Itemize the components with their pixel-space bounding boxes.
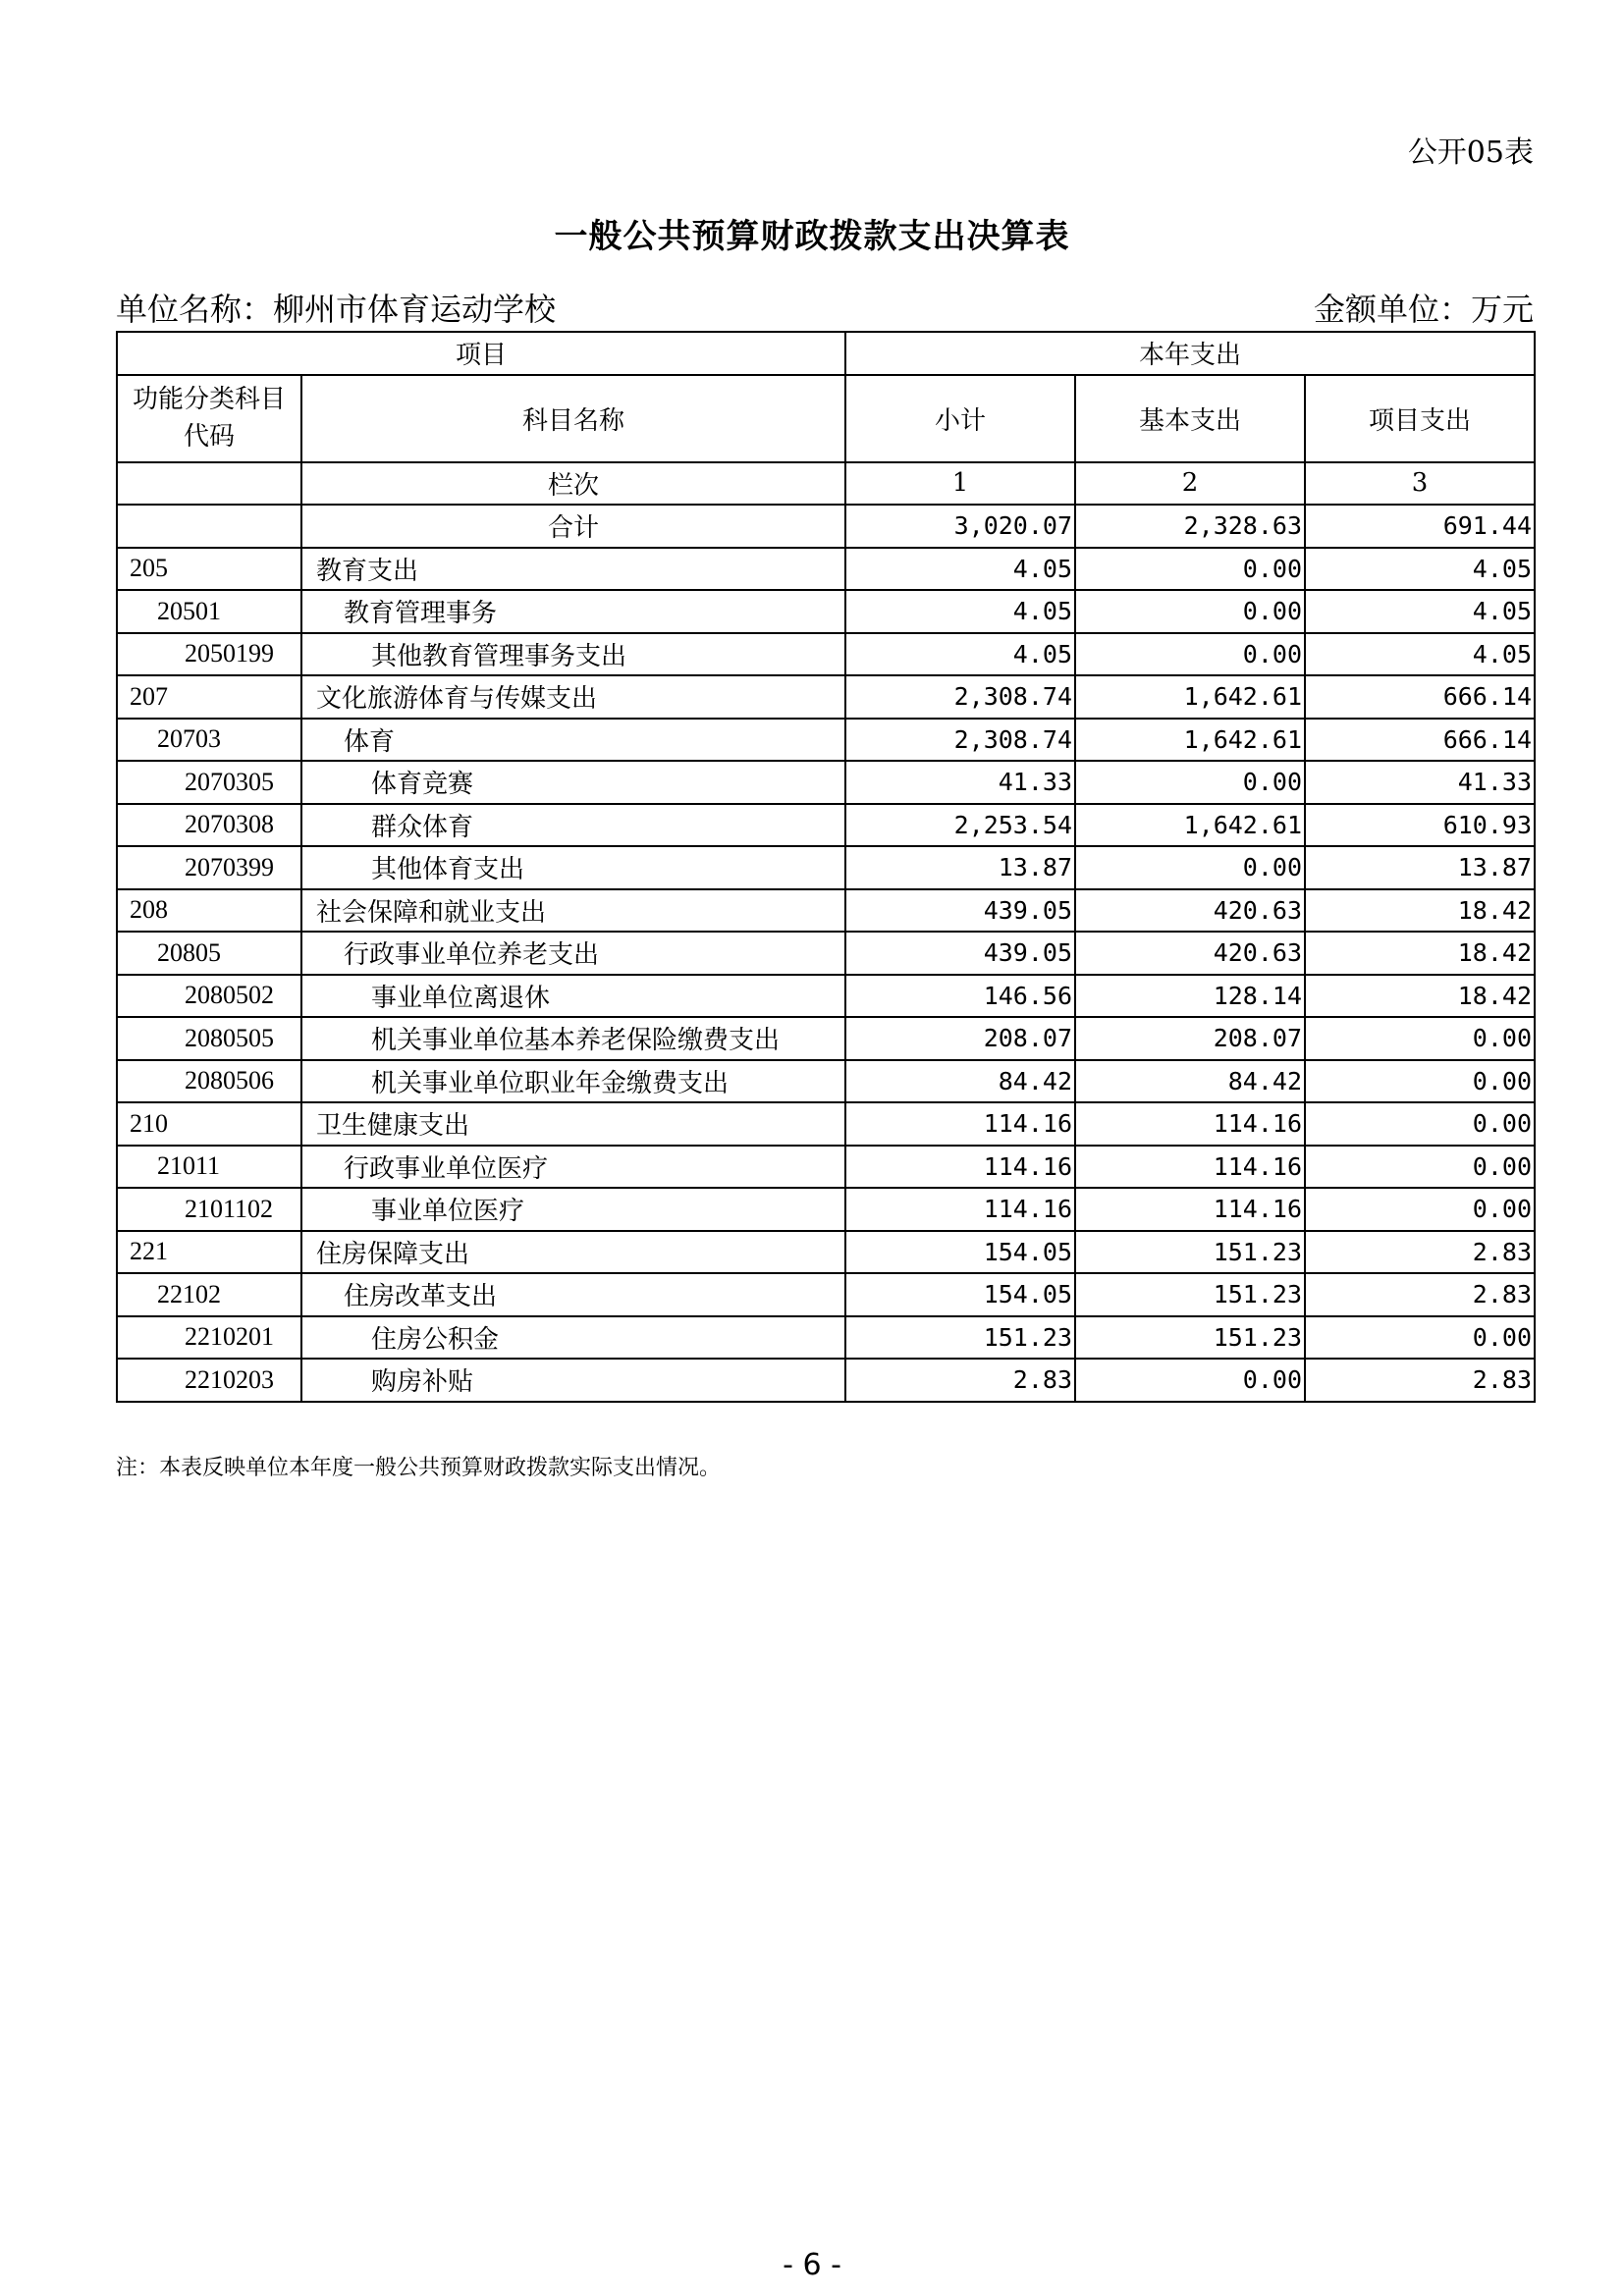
row-code: 2210203 xyxy=(117,1359,301,1402)
row-subtotal: 2,253.54 xyxy=(845,804,1075,847)
table-row xyxy=(117,1060,1535,1103)
row-code: 2080505 xyxy=(117,1017,301,1060)
row-project: 4.05 xyxy=(1305,590,1535,633)
row-subtotal: 84.42 xyxy=(845,1060,1075,1103)
row-basic: 0.00 xyxy=(1075,1359,1305,1402)
row-subject-name: 事业单位医疗 xyxy=(301,1188,845,1231)
total-blank xyxy=(117,505,301,548)
row-code: 2080502 xyxy=(117,975,301,1018)
row-subject-name: 文化旅游体育与传媒支出 xyxy=(301,675,845,719)
row-basic: 1,642.61 xyxy=(1075,719,1305,762)
row-basic: 151.23 xyxy=(1075,1273,1305,1316)
row-subtotal: 154.05 xyxy=(845,1273,1075,1316)
row-basic: 114.16 xyxy=(1075,1188,1305,1231)
table-row xyxy=(117,548,1535,591)
table-row xyxy=(117,633,1535,676)
row-code: 2070305 xyxy=(117,761,301,804)
row-basic: 151.23 xyxy=(1075,1316,1305,1360)
header-row-seq xyxy=(117,462,1535,506)
row-subject-name: 行政事业单位养老支出 xyxy=(301,932,845,975)
row-subject-name: 行政事业单位医疗 xyxy=(301,1146,845,1189)
total-subtotal: 3,020.07 xyxy=(845,505,1075,548)
row-code: 20501 xyxy=(117,590,301,633)
page-number: - 6 - xyxy=(783,2248,841,2282)
header-subtotal: 小计 xyxy=(845,375,1075,462)
row-basic: 114.16 xyxy=(1075,1102,1305,1146)
table-row xyxy=(117,1359,1535,1402)
header-func-code xyxy=(117,375,301,462)
header-project: 项目 xyxy=(117,332,845,375)
header-col1: 1 xyxy=(845,462,1075,506)
row-subject-name: 机关事业单位基本养老保险缴费支出 xyxy=(301,1017,845,1060)
table-row xyxy=(117,889,1535,933)
row-basic: 128.14 xyxy=(1075,975,1305,1018)
row-project: 2.83 xyxy=(1305,1231,1535,1274)
row-project: 18.42 xyxy=(1305,889,1535,933)
row-subtotal: 4.05 xyxy=(845,633,1075,676)
row-subtotal: 146.56 xyxy=(845,975,1075,1018)
table-row xyxy=(117,1316,1535,1360)
row-subject-name: 教育支出 xyxy=(301,548,845,591)
table-row xyxy=(117,1146,1535,1189)
row-basic: 0.00 xyxy=(1075,633,1305,676)
header-basic-expense: 基本支出 xyxy=(1075,375,1305,462)
table-row xyxy=(117,1017,1535,1060)
total-row xyxy=(117,505,1535,548)
row-project: 13.87 xyxy=(1305,846,1535,889)
row-subtotal: 2,308.74 xyxy=(845,719,1075,762)
row-subject-name: 体育 xyxy=(301,719,845,762)
row-subject-name: 事业单位离退休 xyxy=(301,975,845,1018)
header-subject-name: 科目名称 xyxy=(301,375,845,462)
row-subject-name: 其他教育管理事务支出 xyxy=(301,633,845,676)
table-row xyxy=(117,675,1535,719)
total-basic: 2,328.63 xyxy=(1075,505,1305,548)
row-code: 208 xyxy=(117,889,301,933)
row-basic: 420.63 xyxy=(1075,932,1305,975)
header-project-expense: 项目支出 xyxy=(1305,375,1535,462)
row-project: 0.00 xyxy=(1305,1017,1535,1060)
row-subtotal: 439.05 xyxy=(845,932,1075,975)
header-row-1 xyxy=(117,332,1535,375)
row-code: 205 xyxy=(117,548,301,591)
row-basic: 151.23 xyxy=(1075,1231,1305,1274)
row-code: 20805 xyxy=(117,932,301,975)
row-basic: 0.00 xyxy=(1075,548,1305,591)
row-subtotal: 151.23 xyxy=(845,1316,1075,1360)
table-row xyxy=(117,975,1535,1018)
form-number: 公开05表 xyxy=(1407,135,1534,170)
header-func-code-line2: 代码 xyxy=(183,422,235,452)
row-project: 2.83 xyxy=(1305,1359,1535,1402)
row-code: 20703 xyxy=(117,719,301,762)
row-basic: 1,642.61 xyxy=(1075,804,1305,847)
unit-name: 单位名称：柳州市体育运动学校 xyxy=(116,291,557,328)
total-project: 691.44 xyxy=(1305,505,1535,548)
header-column-seq: 栏次 xyxy=(301,462,845,506)
row-subtotal: 114.16 xyxy=(845,1102,1075,1146)
page-title: 一般公共预算财政拨款支出决算表 xyxy=(554,217,1070,256)
row-project: 666.14 xyxy=(1305,675,1535,719)
table-row xyxy=(117,804,1535,847)
row-basic: 0.00 xyxy=(1075,590,1305,633)
budget-table xyxy=(116,331,1536,1403)
row-code: 2101102 xyxy=(117,1188,301,1231)
row-code: 2050199 xyxy=(117,633,301,676)
row-project: 610.93 xyxy=(1305,804,1535,847)
row-project: 0.00 xyxy=(1305,1316,1535,1360)
amount-unit: 金额单位：万元 xyxy=(1313,291,1534,328)
row-basic: 420.63 xyxy=(1075,889,1305,933)
table-row xyxy=(117,1231,1535,1274)
row-subtotal: 114.16 xyxy=(845,1146,1075,1189)
row-subject-name: 群众体育 xyxy=(301,804,845,847)
row-subtotal: 2.83 xyxy=(845,1359,1075,1402)
header-seq-blank xyxy=(117,462,301,506)
row-project: 4.05 xyxy=(1305,633,1535,676)
row-code: 221 xyxy=(117,1231,301,1274)
table-row xyxy=(117,932,1535,975)
row-subtotal: 13.87 xyxy=(845,846,1075,889)
row-subtotal: 439.05 xyxy=(845,889,1075,933)
row-project: 0.00 xyxy=(1305,1102,1535,1146)
row-project: 2.83 xyxy=(1305,1273,1535,1316)
row-code: 210 xyxy=(117,1102,301,1146)
row-subtotal: 2,308.74 xyxy=(845,675,1075,719)
row-subject-name: 机关事业单位职业年金缴费支出 xyxy=(301,1060,845,1103)
row-subject-name: 社会保障和就业支出 xyxy=(301,889,845,933)
row-subject-name: 教育管理事务 xyxy=(301,590,845,633)
row-project: 0.00 xyxy=(1305,1188,1535,1231)
row-code: 21011 xyxy=(117,1146,301,1189)
row-subject-name: 住房公积金 xyxy=(301,1316,845,1360)
table-row xyxy=(117,719,1535,762)
total-label: 合计 xyxy=(301,505,845,548)
row-basic: 84.42 xyxy=(1075,1060,1305,1103)
row-subtotal: 154.05 xyxy=(845,1231,1075,1274)
row-subject-name: 卫生健康支出 xyxy=(301,1102,845,1146)
row-project: 18.42 xyxy=(1305,975,1535,1018)
row-subtotal: 41.33 xyxy=(845,761,1075,804)
row-project: 4.05 xyxy=(1305,548,1535,591)
row-subtotal: 114.16 xyxy=(845,1188,1075,1231)
header-col2: 2 xyxy=(1075,462,1305,506)
row-subtotal: 4.05 xyxy=(845,590,1075,633)
row-code: 2080506 xyxy=(117,1060,301,1103)
row-basic: 0.00 xyxy=(1075,846,1305,889)
table-row xyxy=(117,1188,1535,1231)
row-subject-name: 体育竞赛 xyxy=(301,761,845,804)
table-row xyxy=(117,846,1535,889)
header-col3: 3 xyxy=(1305,462,1535,506)
row-code: 2210201 xyxy=(117,1316,301,1360)
row-subject-name: 购房补贴 xyxy=(301,1359,845,1402)
row-basic: 208.07 xyxy=(1075,1017,1305,1060)
row-basic: 0.00 xyxy=(1075,761,1305,804)
row-subject-name: 住房改革支出 xyxy=(301,1273,845,1316)
row-basic: 1,642.61 xyxy=(1075,675,1305,719)
table-body xyxy=(117,548,1535,1402)
table-meta xyxy=(116,285,1534,328)
header-row-2 xyxy=(117,375,1535,462)
row-subtotal: 4.05 xyxy=(845,548,1075,591)
table-row xyxy=(117,1273,1535,1316)
row-code: 2070308 xyxy=(117,804,301,847)
header-current-year-expense: 本年支出 xyxy=(845,332,1535,375)
row-project: 18.42 xyxy=(1305,932,1535,975)
row-project: 0.00 xyxy=(1305,1146,1535,1189)
row-subtotal: 208.07 xyxy=(845,1017,1075,1060)
row-code: 22102 xyxy=(117,1273,301,1316)
table-row xyxy=(117,1102,1535,1146)
row-basic: 114.16 xyxy=(1075,1146,1305,1189)
table-note: 注：本表反映单位本年度一般公共预算财政拨款实际支出情况。 xyxy=(116,1456,722,1480)
row-code: 207 xyxy=(117,675,301,719)
row-project: 666.14 xyxy=(1305,719,1535,762)
row-subject-name: 住房保障支出 xyxy=(301,1231,845,1274)
table-row xyxy=(117,761,1535,804)
row-subject-name: 其他体育支出 xyxy=(301,846,845,889)
header-func-code-line1: 功能分类科目 xyxy=(132,385,286,414)
row-project: 41.33 xyxy=(1305,761,1535,804)
row-code: 2070399 xyxy=(117,846,301,889)
table-row xyxy=(117,590,1535,633)
row-project: 0.00 xyxy=(1305,1060,1535,1103)
